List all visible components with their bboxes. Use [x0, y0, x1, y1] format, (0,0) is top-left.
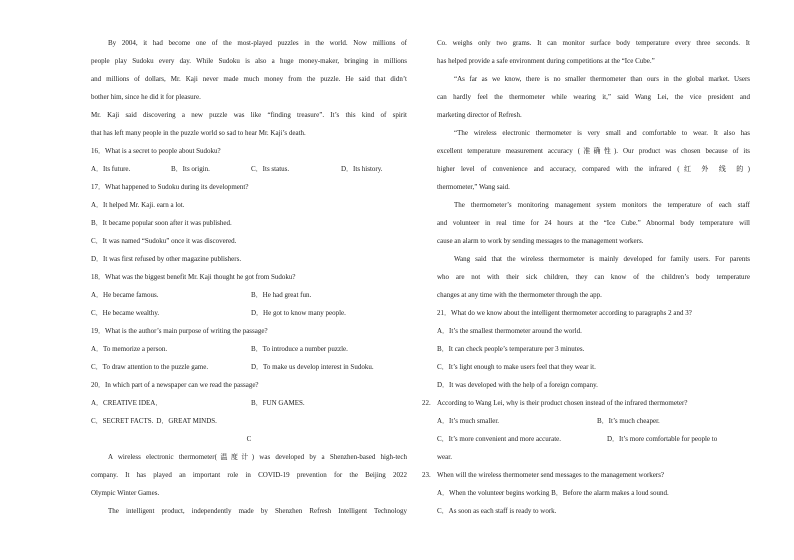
- paragraph-line: Mr. Kaji said discovering a new puzzle was like “finding treasure”. It’s this kind of spirit: [91, 111, 407, 119]
- paragraph-line: marketing director of Refresh.: [437, 111, 522, 119]
- option-a: A．To memorize a person.: [91, 345, 168, 353]
- paragraph-line: Olympic Winter Games.: [91, 489, 160, 497]
- paragraph-line: thermometer,” Wang said.: [437, 183, 510, 191]
- option-a: A．He became famous.: [91, 291, 159, 299]
- option-b: B．Its origin.: [171, 165, 210, 173]
- question-23-stem: [422, 466, 750, 484]
- option-d-continuation: wear.: [437, 453, 452, 461]
- paragraph-line: The intelligent product, independently made by Shenzhen Refresh Intelligent Technology: [108, 507, 407, 515]
- paragraph-line: that has left many people in the puzzle world so sad to hear Mr. Kaji’s death.: [91, 129, 306, 137]
- paragraph-line: changes at any time with the thermometer through the app.: [437, 291, 602, 299]
- option-c: C．Its status.: [251, 165, 290, 173]
- option-c: C．It was named “Sudoku” once it was discovered.: [91, 237, 237, 245]
- question-19-stem: 19．What is the author’s main purpose of writing the passage?: [91, 327, 268, 335]
- option-a: A．Its future.: [91, 165, 131, 173]
- question-18-stem: 18．What was the biggest benefit Mr. Kaji thought he got from Sudoku?: [91, 273, 296, 281]
- right-column: [422, 34, 750, 520]
- option-c: C．As soon as each staff is ready to work.: [437, 507, 557, 515]
- paragraph-line: cause an alarm to work by sending messages to the management workers.: [437, 237, 644, 245]
- option-c: C．To draw attention to the puzzle game.: [91, 363, 209, 371]
- option-d: D．Its history.: [341, 165, 383, 173]
- paragraph-line: excellent temperature measurement accuracy (准确性). Our product was chosen because of its: [437, 147, 750, 155]
- option-c: C．He became wealthy.: [91, 309, 160, 317]
- question-22-stem: [422, 394, 750, 412]
- question-21-stem: 21．What do we know about the intelligent thermometer according to paragraphs 2 and 3?: [437, 309, 692, 317]
- paragraph-line: Co. weighs only two grams. It can monitor surface body temperature every three seconds. It: [437, 39, 750, 47]
- question-20-options-ab: [91, 394, 407, 412]
- option-c: C．It’s more convenient and more accurate.: [437, 435, 562, 443]
- option-a: A．It’s the smallest thermometer around the world.: [437, 327, 582, 335]
- paragraph-line: company. It has played an important role in COVID-19 prevention for the Beijing 2022: [91, 471, 407, 479]
- paragraph-line: The thermometer’s monitoring management system monitors the temperature of each staff: [454, 201, 750, 209]
- paragraph-line: has helped provide a safe environment during competitions at the “Ice Cube.”: [437, 57, 655, 65]
- question-18-options-cd: [91, 304, 407, 322]
- question-number: 22.: [422, 399, 431, 407]
- option-d: D．It was first refused by other magazine publishers.: [91, 255, 242, 263]
- question-16-stem: 16．What is a secret to people about Sudoku?: [91, 147, 221, 155]
- paragraph-line: can hardly feel the thermometer while wearing it,” said Wang Lei, the vice president and: [437, 93, 750, 101]
- option-b: B．He had great fun.: [251, 291, 312, 299]
- paragraph-line: and volunteer in real time for 24 hours at the “Ice Cube.” Abnormal body temperature will: [437, 219, 750, 227]
- question-16-options: [91, 160, 407, 178]
- option-b: B．It can check people’s temperature per 3 minutes.: [437, 345, 585, 353]
- option-a: A．It’s much smaller.: [437, 417, 500, 425]
- option-a: A．It helped Mr. Kaji. earn a lot.: [91, 201, 185, 209]
- question-number: 23.: [422, 471, 431, 479]
- question-text: When will the wireless thermometer send messages to the management workers?: [437, 471, 665, 479]
- paragraph-line: higher level of convenience and accuracy, compared with the infrared (红 外 线 的): [437, 165, 750, 173]
- paragraph-line: “As far as we know, there is no smaller thermometer than ours in the global market. Users: [454, 75, 750, 83]
- question-text: According to Wang Lei, why is their product chosen instead of the infrared thermometer?: [437, 399, 688, 407]
- option-c: C．It’s light enough to make users feel that they wear it.: [437, 363, 596, 371]
- option-ab: A．When the volunteer begins working B．Before the alarm makes a loud sound.: [437, 489, 669, 497]
- question-20-options-cd: [91, 412, 407, 430]
- question-22-options-ab: [437, 412, 750, 430]
- paragraph-line: Wang said that the wireless thermometer is mainly developed for family users. For parents: [454, 255, 750, 263]
- paragraph-line: “The wireless electronic thermometer is very small and comfortable to wear. It also has: [454, 129, 750, 137]
- option-b: B．It became popular soon after it was published.: [91, 219, 232, 227]
- option-d: D．It was developed with the help of a foreign company.: [437, 381, 598, 389]
- question-18-options-ab: [91, 286, 407, 304]
- option-b: B．It’s much cheaper.: [597, 417, 660, 425]
- option-b: B．To introduce a number puzzle.: [251, 345, 348, 353]
- left-column: [91, 34, 407, 520]
- question-17-stem: 17．What happened to Sudoku during its development?: [91, 183, 249, 191]
- option-b: B．FUN GAMES.: [251, 399, 305, 407]
- question-19-options-ab: [91, 340, 407, 358]
- question-19-options-cd: [91, 358, 407, 376]
- option-a: A．CREATIVE IDEA．: [91, 399, 163, 407]
- question-22-options-cd: [437, 430, 750, 448]
- section-heading: C: [246, 435, 252, 443]
- option-d: D．GREAT MINDS.: [156, 417, 217, 425]
- paragraph-line: By 2004, it had become one of the most-played puzzles in the world. Now millions of: [108, 39, 407, 47]
- option-c: C．SECRET FACTS.: [91, 417, 154, 425]
- paragraph-line: bother him, since he did it for pleasure.: [91, 93, 201, 101]
- option-d: D．It’s more comfortable for people to: [607, 435, 718, 443]
- paragraph-line: A wireless electronic thermometer(温度计) was developed by a Shenzhen-based high-tech: [108, 453, 407, 461]
- paragraph-line: and millions of dollars, Mr. Kaji never made much money from the puzzle. He said that didn’t: [91, 75, 407, 83]
- question-20-stem: 20．In which part of a newspaper can we read the passage?: [91, 381, 259, 389]
- paragraph-line: people play Sudoku every day. While Sudoku is also a huge money-maker, bringing in millions: [91, 57, 407, 65]
- option-d: D．He got to know many people.: [251, 309, 346, 317]
- paragraph-line: who are not with their sick children, they can know of the children’s body temperature: [437, 273, 750, 281]
- option-d: D．To make us develop interest in Sudoku.: [251, 363, 374, 371]
